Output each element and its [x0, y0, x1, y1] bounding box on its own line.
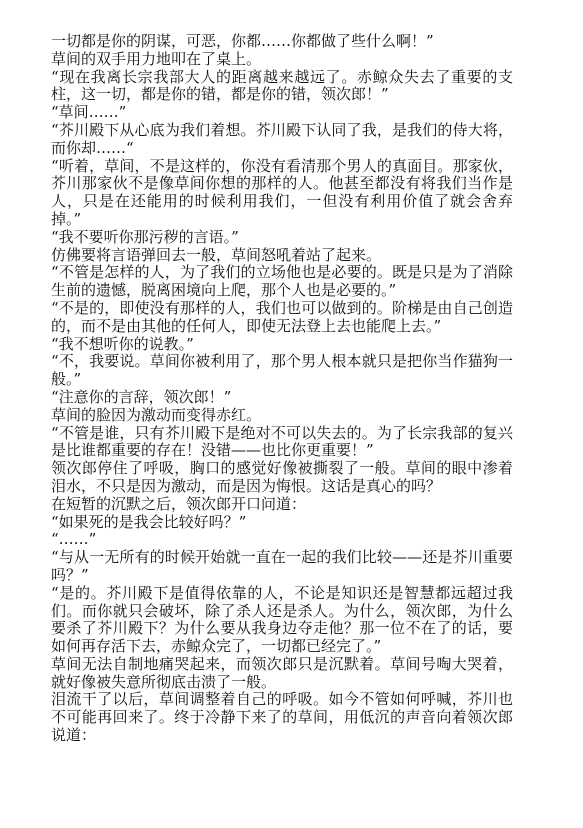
paragraph-22: 草间无法自制地痛哭起来，而领次郎只是沉默着。草间号啕大哭着，就好像被失意所彻底击溃了一般。 [51, 654, 513, 691]
paragraph-7: “我不要听你那污秽的言语。” [51, 227, 239, 246]
paragraph-15: “不管是谁，只有芥川殿下是绝对不可以失去的。为了长宗我部的复兴是比谁都重要的存在！没错——也比你更重要！” [51, 423, 513, 460]
paragraph-14: 草间的脸因为激动而变得赤红。 [51, 405, 262, 424]
paragraph-6: “听着，草间，不是这样的，你没有看清那个男人的真面目。那家伙，芥川那家伙不是像草间你想的那样的人。他甚至都没有将我们当作是人，只是在还能用的时候利用我们，一但没有利用价值了就会舍弃掉。” [51, 156, 513, 228]
paragraph-16: 领次郎停住了呼吸，胸口的感觉好像被撕裂了一般。草间的眼中渗着泪水，不只是因为激动，而是因为悔恨。这话是真心的吗？ [51, 459, 513, 495]
paragraph-2: 草间的双手用力地叩在了桌上。 [51, 49, 262, 68]
paragraph-20: “与从一无所有的时候开始就一直在一起的我们比较——还是芥川重要吗？” [51, 548, 513, 584]
paragraph-19: “……” [51, 530, 97, 549]
paragraph-21: “是的。芥川殿下是值得依靠的人，不论是知识还是智慧都远超过我们。而你就只会破坏，除了杀人还是杀人。为什么，领次郎，为什么要杀了芥川殿下？为什么要从我身边夺走他？那一位不在了的话，要如何再存活下去，赤鲸众完了，一切都已经完了。” [51, 583, 513, 656]
paragraph-1: 一切都是你的阴谋，可恶，你都……你都做了些什么啊！” [51, 32, 434, 50]
paragraph-18: “如果死的是我会比较好吗？” [51, 512, 247, 531]
paragraph-11: “我不想听你的说教。” [51, 334, 194, 353]
paragraph-10: “不是的，即使没有那样的人，我们也可以做到的。阶梯是由自己创造的，而不是由其他的任何人，即使无法登上去也能爬上去。” [51, 298, 513, 335]
paragraph-13: “注意你的言辞，领次郎！” [51, 387, 232, 406]
paragraph-8: 仿佛要将言语弹回去一般，草间怒吼着站了起来。 [51, 245, 382, 264]
paragraph-17: 在短暂的沉默之后，领次郎开口问道： [51, 494, 307, 513]
paragraph-9: “不管是怎样的人，为了我们的立场他也是必要的。既是只是为了消除生前的遗憾，脱离困境向上爬，那个人也是必要的。” [51, 263, 513, 300]
paragraph-3: “现在我离长宗我部大人的距离越来越远了。赤鲸众失去了重要的支柱，这一切，都是你的错，都是你的错，领次郎！” [51, 67, 513, 104]
paragraph-5: “芥川殿下从心底为我们着想。芥川殿下认同了我，是我们的侍大将，而你却……“ [51, 120, 513, 157]
paragraph-4: “草间……” [51, 103, 127, 122]
paragraph-23: 泪流干了以后，草间调整着自己的呼吸。如今不管如何呼喊，芥川也不可能再回来了。终于冷静下来了的草间，用低沉的声音向着领次郎说道： [51, 690, 513, 745]
paragraph-12: “不，我要说。草间你被利用了，那个男人根本就只是把你当作猫狗一般。” [51, 352, 513, 389]
